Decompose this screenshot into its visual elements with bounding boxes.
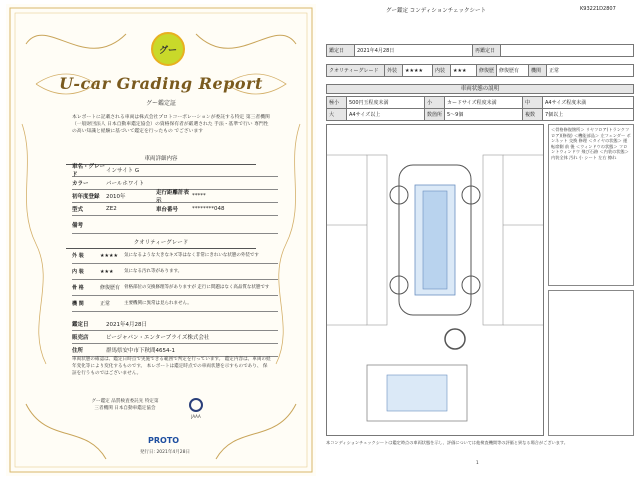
chassis-number: ********048 (192, 206, 225, 212)
steering-wheel-icon (445, 329, 465, 349)
row-color: カラー パールホワイト (72, 177, 278, 190)
sheet-appraisal-date: 2021年4月28日 (355, 45, 473, 57)
legend-title: 車両状態の説明 (326, 84, 634, 94)
goo-appraisal-logo: グー (151, 32, 185, 66)
car-top-view-diagram (327, 125, 543, 435)
dealer-address: 群馬県安中市下秋間4654-1 (106, 348, 175, 354)
sheet-bottom-note: 本コンディションチェックシートは鑑定時点の車両状態を示し、評価については他検査機関等の評価と異なる場合がございます。 (326, 440, 568, 445)
model-code: ZE2 (106, 206, 117, 212)
quality-section-title: クオリティーグレード (66, 238, 256, 249)
vehicle-name: インサイト G (106, 168, 140, 174)
grade-row-frame: 骨 格 修復歴有 骨格部位の交換修理等がありますが 走行に問題はなく高品質な状態です (72, 280, 278, 296)
issue-date: 発行日: 2021年4月28日 (140, 450, 190, 455)
jaaa-emblem-icon (189, 398, 203, 412)
row-first-reg: 初年度登録 2010年 走行距離計表示 ***** (72, 190, 278, 203)
row-remarks: 備考 (72, 216, 278, 234)
sheet-notes-box-2 (548, 290, 634, 436)
odometer: ***** (192, 193, 206, 199)
row-address: 住所 群馬県安中市下秋間4654-1 (72, 344, 278, 357)
vehicle-damage-diagram (326, 124, 544, 436)
sheet-quality-table: クオリティーグレード 外装 ★★★★ 内装 ★★★ 修復歴 修復歴有 機関 正常 (326, 64, 634, 77)
legend-table: 極小 500円玉程度未満 小 カードサイズ程度未満 中 A4サイズ程度未満 大 A4サイズ以上 数箇所 5〜9個 複数 7個以上 (326, 96, 634, 121)
interior-stars: ★★★ (100, 268, 114, 275)
sheet-repair-value: 修復歴有 (497, 65, 529, 77)
grading-certificate (6, 4, 316, 476)
certificate-intro: 本レポートに記載される車両は株式会社プロトコーポレーションが委託する特定 第三者機関（一般財団法人 日本自動車鑑定協会）の資格保有者が厳選された 手法・基準で行い 専門性の高い知識と経験に基づいて鑑定を行ったもの でございます (72, 115, 270, 134)
certificate-subtitle: グー鑑定証 (145, 100, 176, 107)
sheet-page-number: 1 (476, 460, 479, 465)
frame-repair: 修復歴有 (100, 285, 121, 291)
vehicle-color: パールホワイト (106, 181, 145, 187)
dealer-name: ビージャパン・エンタープライズ株式会社 (106, 335, 210, 341)
row-model: 型式 ZE2 車台番号 ********048 (72, 203, 278, 216)
row-dealer: 販売店 ビージャパン・エンタープライズ株式会社 (72, 331, 278, 344)
sheet-notes-box: ＜骨格修復箇所＞ リヤフロア(トランクフロア)(修復) ＜機能部品＞ 左フェンダー ボンネット 交換 修理 ＜タイヤの状態＞ 運転席側 前 後 ＜ウィンドウの状態＞ フロントウィンドウ 飛び石跡 ＜内装の状態＞ 内装全体 汚れ 小 シート 左右 擦れ (548, 124, 634, 286)
row-appraisal-date: 鑑定日 2021年4月28日 (72, 318, 278, 331)
certificate-footer: グー鑑定 品質検査委託先 特定第三者機関 日本自動車鑑定協会 (91, 399, 159, 411)
engine-status: 正常 (100, 301, 111, 307)
sheet-title: グー鑑定 コンディションチェックシート (386, 8, 487, 14)
first-reg-year: 2010年 (106, 194, 126, 200)
grade-row-exterior: 外 装 ★★★★ 気になるような大きなキズ等はなく非常にきれいな状態の外装です (72, 248, 278, 264)
sheet-doc-number: K93221D2807 (580, 6, 616, 12)
sheet-interior-stars: ★★★ (451, 65, 477, 77)
row-name: 車名・グレード インサイト G (72, 164, 278, 177)
condition-check-sheet (326, 4, 634, 476)
vehicle-section-title: 車両詳細内容 (66, 154, 256, 165)
sheet-exterior-stars: ★★★★ (403, 65, 433, 77)
exterior-stars: ★★★★ (100, 252, 118, 259)
grade-row-interior: 内 装 ★★★ 気になる汚れ等があります。 (72, 264, 278, 280)
sheet-header-table: 鑑定日 2021年4月28日 再鑑定日 (326, 44, 634, 57)
grade-row-engine: 機 関 正常 主要機関に異常は見られません。 (72, 296, 278, 312)
certificate-notes: 車両状態の確認は、鑑定日時点で実施できる範囲で判定を行っています。 鑑定内容は、車両の経年変化等により変化するものです。 本レポートは鑑定時点での車両状態を示すものであり、 保証を行うものではございません。 (72, 357, 271, 376)
jaaa-emblem: JAAA (182, 398, 210, 419)
sheet-engine-value: 正常 (547, 65, 634, 77)
certificate-title: U-car Grading Report (59, 74, 263, 93)
appraisal-date: 2021年4月28日 (106, 322, 147, 328)
proto-logo: PROTO (148, 436, 180, 445)
